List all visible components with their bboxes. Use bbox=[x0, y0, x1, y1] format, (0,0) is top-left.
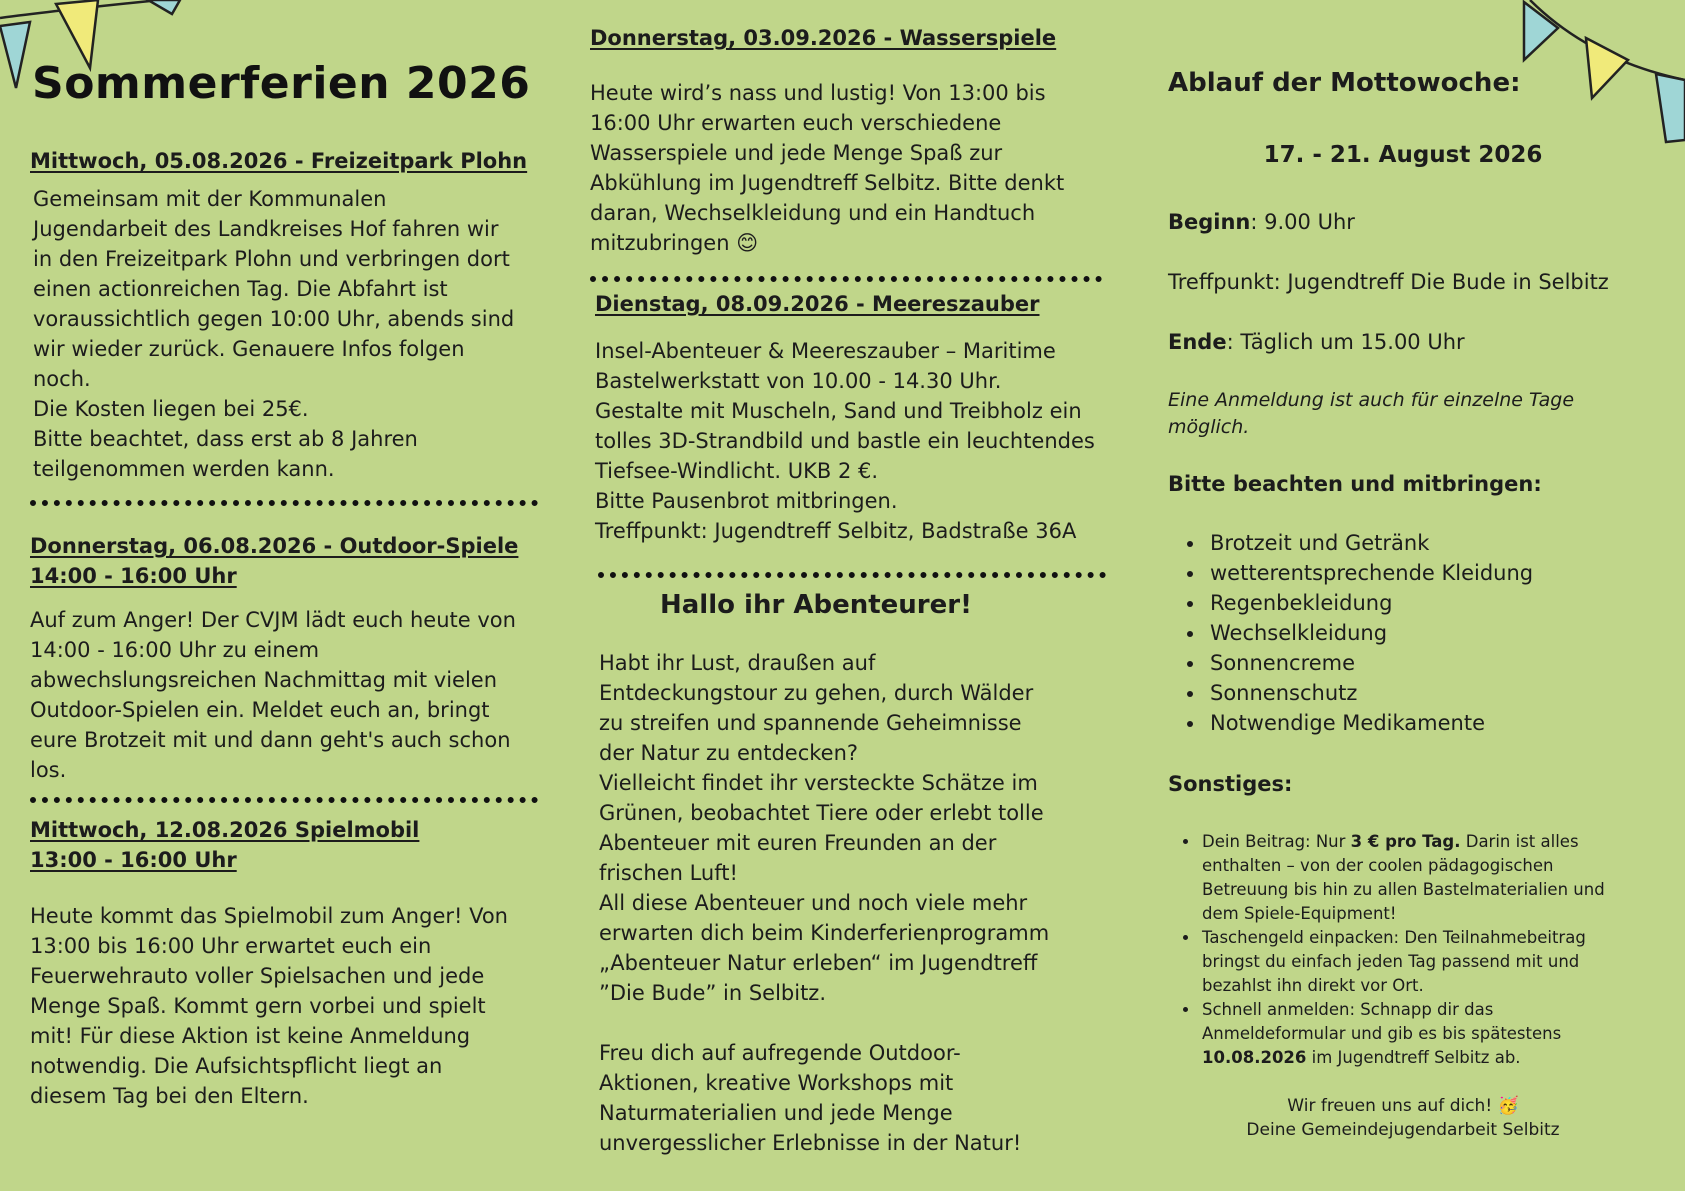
list-item: • Sonnencreme bbox=[1206, 648, 1533, 678]
bunting-top-right bbox=[1510, 0, 1685, 150]
list-item: • Dein Beitrag: Nur 3 € pro Tag. Darin ist alles enthalten – von der coolen pädagogischen Betreuung bis hin zu allen Bastelmaterialien und dem Spiele-Equipment! bbox=[1200, 830, 1640, 926]
list-item: • Taschengeld einpacken: Den Teilnahmebeitrag bringst du einfach jeden Tag passend mit und bezahlst ihn direkt vor Ort. bbox=[1200, 926, 1640, 998]
event-title: Mittwoch, 05.08.2026 - Freizeitpark Plohn bbox=[30, 149, 528, 173]
event-title: Mittwoch, 12.08.2026 Spielmobil bbox=[30, 818, 420, 842]
ende-line: Ende: Täglich um 15.00 Uhr bbox=[1168, 330, 1465, 354]
event-title: Dienstag, 08.09.2026 - Meereszauber bbox=[595, 292, 1040, 316]
event-time: 13:00 - 16:00 Uhr bbox=[30, 848, 237, 872]
dotted-divider bbox=[30, 500, 538, 506]
bring-title: Bitte beachten und mitbringen: bbox=[1168, 472, 1542, 496]
event-text: Heute wird’s nass und lustig! Von 13:00 bis 16:00 Uhr erwarten euch verschiedene Wasserspiele und jede Menge Spaß zur Abkühlung im Jugendtreff Selbitz. Bitte denkt daran, Wechselkleidung und ein Handtuch mitzubringen 😊 bbox=[590, 81, 1065, 255]
list-item: • Regenbekleidung bbox=[1206, 588, 1533, 618]
event-time: 14:00 - 16:00 Uhr bbox=[30, 564, 237, 588]
dotted-divider bbox=[590, 276, 1102, 282]
beginn-line: Beginn: 9.00 Uhr bbox=[1168, 210, 1355, 234]
dotted-divider bbox=[598, 572, 1106, 578]
event-text: Gemeinsam mit der Kommunalen Jugendarbeit des Landkreises Hof fahren wir in den Freizeitpark Plohn und verbringen dort einen actionreichen Tag. Die Abfahrt ist voraussichtlich gegen 10:00 Uhr, abends sind wir wieder zurück. Genauere Infos folgen noch. Die Kosten liegen bei 25€. Bitte beachtet, dass erst ab 8 Jahren teilgenommen werden kann. bbox=[33, 187, 515, 481]
treffpunkt-line: Treffpunkt: Jugendtreff Die Bude in Selbitz bbox=[1168, 270, 1609, 294]
closing-line-2: Deine Gemeindejugendarbeit Selbitz bbox=[1246, 1120, 1560, 1140]
list-item: • Schnell anmelden: Schnapp dir das Anmeldeformular und gib es bis spätestens 10.08.2026 im Jugendtreff Selbitz ab. bbox=[1200, 998, 1640, 1070]
registration-note: Eine Anmeldung ist auch für einzelne Tage möglich. bbox=[1168, 389, 1575, 438]
event-title: Donnerstag, 03.09.2026 - Wasserspiele bbox=[590, 26, 1057, 50]
intro-text: Habt ihr Lust, draußen auf Entdeckungstour zu gehen, durch Wälder zu streifen und spannende Geheimnisse der Natur zu entdecken? Vielleicht findet ihr versteckte Schätze im Grünen, beobachtet Tiere oder erlebt tolle Abenteuer mit euren Freunden an der frischen Luft! All diese Abenteuer und noch viele mehr erwarten dich beim Kinderferienprogramm „Abenteuer Natur erleben“ im Jugendtreff ”Die Bude” in Selbitz. Freu dich auf aufregende Outdoor- Aktionen, kreative Workshops mit Naturmaterialien und jede Menge unvergesslicher Erlebnisse in der Natur! bbox=[599, 651, 1050, 1155]
list-item: • Wechselkleidung bbox=[1206, 618, 1533, 648]
list-item: • Sonnenschutz bbox=[1206, 678, 1533, 708]
dotted-divider bbox=[30, 797, 538, 803]
event-text: Auf zum Anger! Der CVJM lädt euch heute von 14:00 - 16:00 Uhr zu einem abwechslungsreichen Nachmittag mit vielen Outdoor-Spielen ein. Meldet euch an, bringt eure Brotzeit mit und dann geht's auch schon los. bbox=[30, 608, 516, 782]
closing-line-1: Wir freuen uns auf dich! 🥳 bbox=[1287, 1096, 1519, 1116]
bring-list bbox=[1168, 528, 1533, 738]
mottowoche-dates: 17. - 21. August 2026 bbox=[1263, 142, 1543, 168]
mottowoche-title: Ablauf der Mottowoche: bbox=[1168, 68, 1521, 98]
misc-title: Sonstiges: bbox=[1168, 772, 1293, 796]
list-item: • Brotzeit und Getränk bbox=[1206, 528, 1533, 558]
event-title: Donnerstag, 06.08.2026 - Outdoor-Spiele bbox=[30, 534, 519, 558]
event-text: Insel-Abenteuer & Meereszauber – Maritime Bastelwerkstatt von 10.00 - 14.30 Uhr. Gestalte mit Muscheln, Sand und Treibholz ein tolles 3D-Strandbild und bastle ein leuchtendes Tiefsee-Windlicht. UKB 2 €. Bitte Pausenbrot mitbringen. Treffpunkt: Jugendtreff Selbitz, Badstraße 36A bbox=[595, 339, 1095, 543]
list-item: • Notwendige Medikamente bbox=[1206, 708, 1533, 738]
intro-title: Hallo ihr Abenteurer! bbox=[660, 590, 972, 620]
list-item: • wetterentsprechende Kleidung bbox=[1206, 558, 1533, 588]
page-title: Sommerferien 2026 bbox=[32, 58, 531, 109]
misc-list bbox=[1168, 830, 1640, 1070]
event-text: Heute kommt das Spielmobil zum Anger! Von 13:00 bis 16:00 Uhr erwartet euch ein Feuerwehrauto voller Spielsachen und jede Menge Spaß. Kommt gern vorbei und spielt mit! Für diese Aktion ist keine Anmeldung notwendig. Die Aufsichtspflicht liegt an diesem Tag bei den Eltern. bbox=[30, 904, 508, 1108]
